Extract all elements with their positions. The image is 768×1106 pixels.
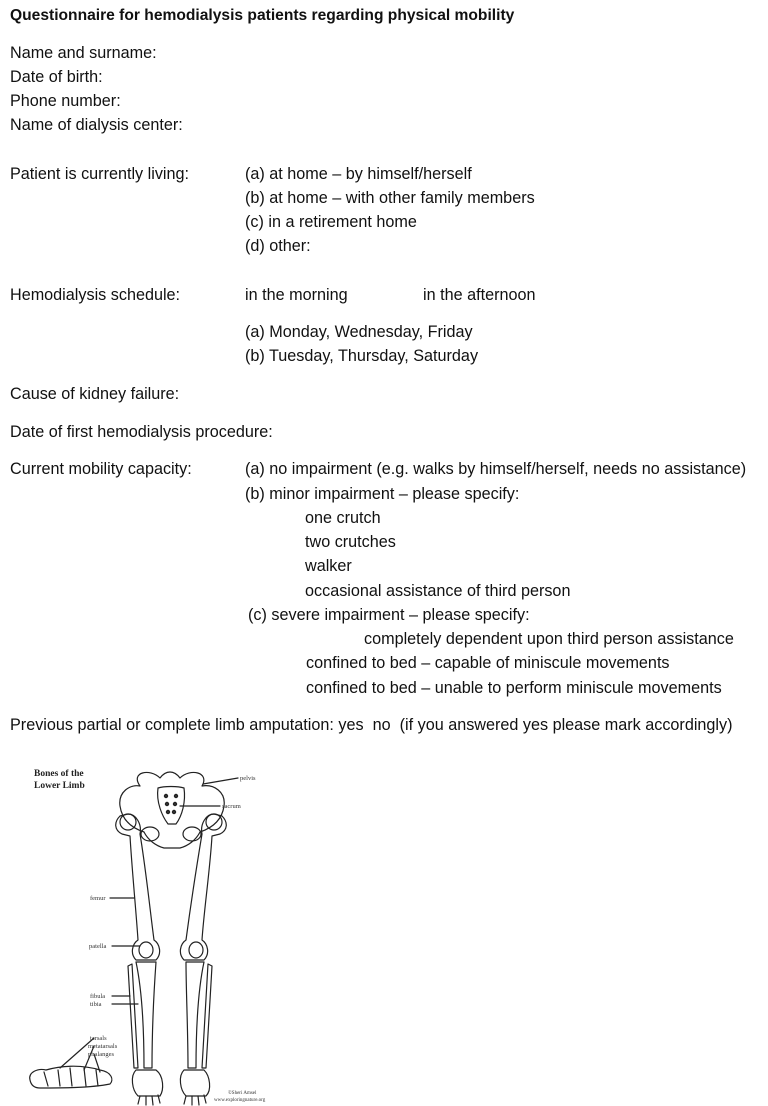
label-femur: femur: [90, 895, 106, 902]
schedule-morning: in the morning: [245, 286, 348, 304]
label-tarsals: tarsals: [90, 1035, 107, 1042]
living-option-b: (b) at home – with other family members: [245, 189, 535, 207]
label-fibula: fibula: [90, 993, 106, 1000]
label-metatarsals: metatarsals: [88, 1043, 118, 1050]
living-option-d: (d) other:: [245, 237, 311, 255]
schedule-afternoon: in the afternoon: [423, 286, 536, 304]
mobility-c-item: completely dependent upon third person assistance: [364, 630, 734, 648]
mobility-option-c: (c) severe impairment – please specify:: [248, 606, 530, 624]
patella-bone: [189, 942, 203, 958]
mobility-c-item: confined to bed – capable of miniscule movements: [306, 654, 670, 672]
mobility-c-item: confined to bed – unable to perform miniscule movements: [306, 679, 722, 697]
first-date-label: Date of first hemodialysis procedure:: [10, 423, 273, 441]
living-label: Patient is currently living:: [10, 165, 190, 183]
figure-title: Bones of the Lower Limb: [34, 769, 85, 791]
schedule-days-b: (b) Tuesday, Thursday, Saturday: [245, 347, 479, 365]
living-option-c: (c) in a retirement home: [245, 213, 417, 231]
living-option-a: (a) at home – by himself/herself: [245, 165, 472, 183]
field-phone-label: Phone number:: [10, 92, 121, 110]
tibia-bone: [136, 962, 156, 1068]
credit-website: www.exploringnature.org: [214, 1098, 266, 1103]
schedule-label: Hemodialysis schedule:: [10, 286, 181, 304]
mobility-label: Current mobility capacity:: [10, 460, 192, 478]
mobility-option-b: (b) minor impairment – please specify:: [245, 485, 520, 503]
mobility-b-item: two crutches: [305, 533, 396, 551]
mobility-option-a: (a) no impairment (e.g. walks by himself/herself, needs no assistance): [245, 460, 747, 478]
credit-author: ©Sheri Amsel: [228, 1091, 257, 1096]
mobility-b-item: one crutch: [305, 509, 381, 527]
femur-bone: [180, 814, 226, 960]
page-title: Questionnaire for hemodialysis patients regarding physical mobility: [10, 7, 515, 24]
amputation-no: no: [372, 716, 391, 734]
label-phalanges: phalanges: [88, 1051, 114, 1058]
amputation-line: [10, 715, 733, 735]
label-pelvis: pelvis: [240, 775, 256, 782]
sacrum-bone: [158, 787, 185, 825]
mobility-b-item: occasional assistance of third person: [305, 582, 571, 600]
fibula-bone: [128, 964, 138, 1068]
amputation-note: (if you answered yes please mark accordingly): [399, 716, 733, 734]
mobility-b-item: walker: [305, 557, 352, 575]
field-name-label: Name and surname:: [10, 44, 157, 62]
amputation-label: Previous partial or complete limb amputation:: [10, 716, 334, 734]
lower-limb-skeleton-figure: [0, 750, 300, 1106]
field-center-label: Name of dialysis center:: [10, 116, 183, 134]
label-patella: patella: [89, 943, 107, 950]
amputation-yes: yes: [338, 716, 364, 734]
schedule-days-a: (a) Monday, Wednesday, Friday: [245, 323, 473, 341]
label-sacrum: sacrum: [222, 803, 241, 810]
patella-bone: [139, 942, 153, 958]
field-dob-label: Date of birth:: [10, 68, 103, 86]
femur-bone: [116, 814, 160, 960]
label-tibia: tibia: [90, 1001, 102, 1008]
cause-label: Cause of kidney failure:: [10, 385, 180, 403]
